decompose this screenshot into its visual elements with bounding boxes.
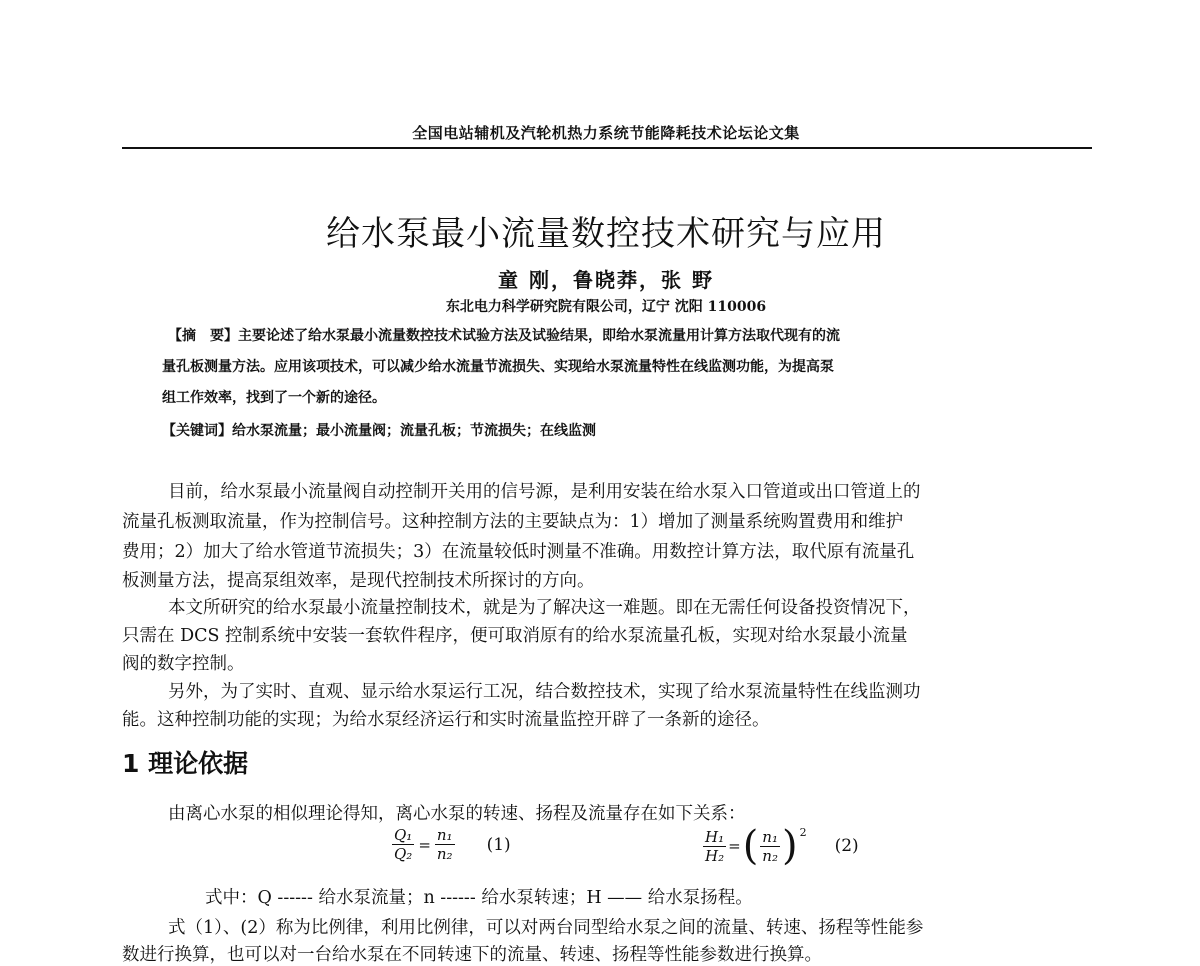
fraction-h bbox=[703, 828, 726, 865]
eq1-denominator-right: n₂ bbox=[436, 845, 453, 863]
eq2-right-paren: ) bbox=[781, 823, 798, 869]
eq1-denominator-left: Q₂ bbox=[394, 845, 413, 863]
section-intro: 由离心水泵的相似理论得知，离心水泵的转速、扬程及流量存在如下关系： bbox=[168, 804, 746, 824]
eq2-denominator-right: n₂ bbox=[762, 846, 778, 865]
keywords-line: 【关键词】给水泵流量；最小流量阀；流量孔板；节流损失；在线监测 bbox=[162, 423, 596, 439]
eq2-exponent: 2 bbox=[799, 825, 807, 839]
eq2-numerator-right: n₁ bbox=[762, 827, 778, 846]
eq2-numerator-left: H₁ bbox=[705, 827, 725, 846]
body-line: 板测量方法，提高泵组效率，是现代控制技术所探讨的方向。 bbox=[122, 571, 595, 591]
eq1-numerator-right: n₁ bbox=[436, 826, 453, 844]
equation-2 bbox=[703, 823, 859, 869]
fraction-q bbox=[392, 826, 414, 863]
affiliation: 东北电力科学研究院有限公司，辽宁 沈阳 110006 bbox=[445, 299, 767, 315]
where-line: 式中：Q ------ 给水泵流量；n ------ 给水泵转速；H —— 给水泵扬程。 bbox=[205, 888, 753, 908]
body-line: 另外，为了实时、直观、显示给水泵运行工况，结合数控技术，实现了给水泵流量特性在线监测功 bbox=[168, 682, 921, 702]
running-header: 全国电站辅机及汽轮机热力系统节能降耗技术论坛论文集 bbox=[412, 124, 800, 142]
body-line: 本文所研究的给水泵最小流量控制技术，就是为了解决这一难题。即在无需任何设备投资情况下， bbox=[168, 598, 921, 618]
eq2-label: (2) bbox=[834, 836, 859, 856]
eq2-equals: = bbox=[728, 837, 741, 855]
fraction-n bbox=[435, 826, 455, 863]
eq1-equals: = bbox=[418, 835, 431, 854]
eq2-left-paren: ( bbox=[742, 823, 759, 869]
fraction-n2 bbox=[760, 828, 780, 865]
body-line: 流量孔板测取流量，作为控制信号。这种控制方法的主要缺点为：1）增加了测量系统购置费用和维护 bbox=[122, 512, 904, 532]
header-rule bbox=[122, 147, 1092, 149]
body-line: 数进行换算，也可以对一台给水泵在不同转速下的流量、转速、扬程等性能参数进行换算。 bbox=[122, 945, 822, 965]
eq2-denominator-left: H₂ bbox=[705, 846, 725, 865]
body-line: 目前，给水泵最小流量阀自动控制开关用的信号源，是利用安装在给水泵入口管道或出口管道上的 bbox=[168, 482, 921, 502]
equation-1 bbox=[392, 826, 511, 863]
eq1-numerator-left: Q₁ bbox=[394, 826, 413, 844]
paper-title: 给水泵最小流量数控技术研究与应用 bbox=[326, 214, 886, 254]
authors: 童 刚，鲁晓莽，张 野 bbox=[498, 268, 714, 292]
abstract-line: 量孔板测量方法。应用该项技术，可以减少给水流量节流损失、实现给水泵流量特性在线监测功能，为提高泵 bbox=[162, 359, 834, 375]
body-line: 能。这种控制功能的实现；为给水泵经济运行和实时流量监控开辟了一条新的途径。 bbox=[122, 710, 770, 730]
abstract-line: 组工作效率，找到了一个新的途径。 bbox=[162, 390, 386, 406]
eq1-label: (1) bbox=[486, 834, 511, 855]
section-heading: 1 理论依据 bbox=[122, 749, 249, 778]
body-line: 阀的数字控制。 bbox=[122, 654, 245, 674]
body-line: 费用；2）加大了给水管道节流损失；3）在流量较低时测量不准确。用数控计算方法，取代原有流量孔 bbox=[122, 542, 915, 562]
abstract-line: 【摘 要】主要论述了给水泵最小流量数控技术试验方法及试验结果，即给水泵流量用计算方法取代现有的流 bbox=[168, 328, 840, 344]
body-line: 式（1）、(2）称为比例律，利用比例律，可以对两台同型给水泵之间的流量、转速、扬程等性能参 bbox=[168, 918, 924, 938]
body-line: 只需在 DCS 控制系统中安装一套软件程序，便可取消原有的给水泵流量孔板，实现对给水泵最小流量 bbox=[122, 626, 908, 646]
